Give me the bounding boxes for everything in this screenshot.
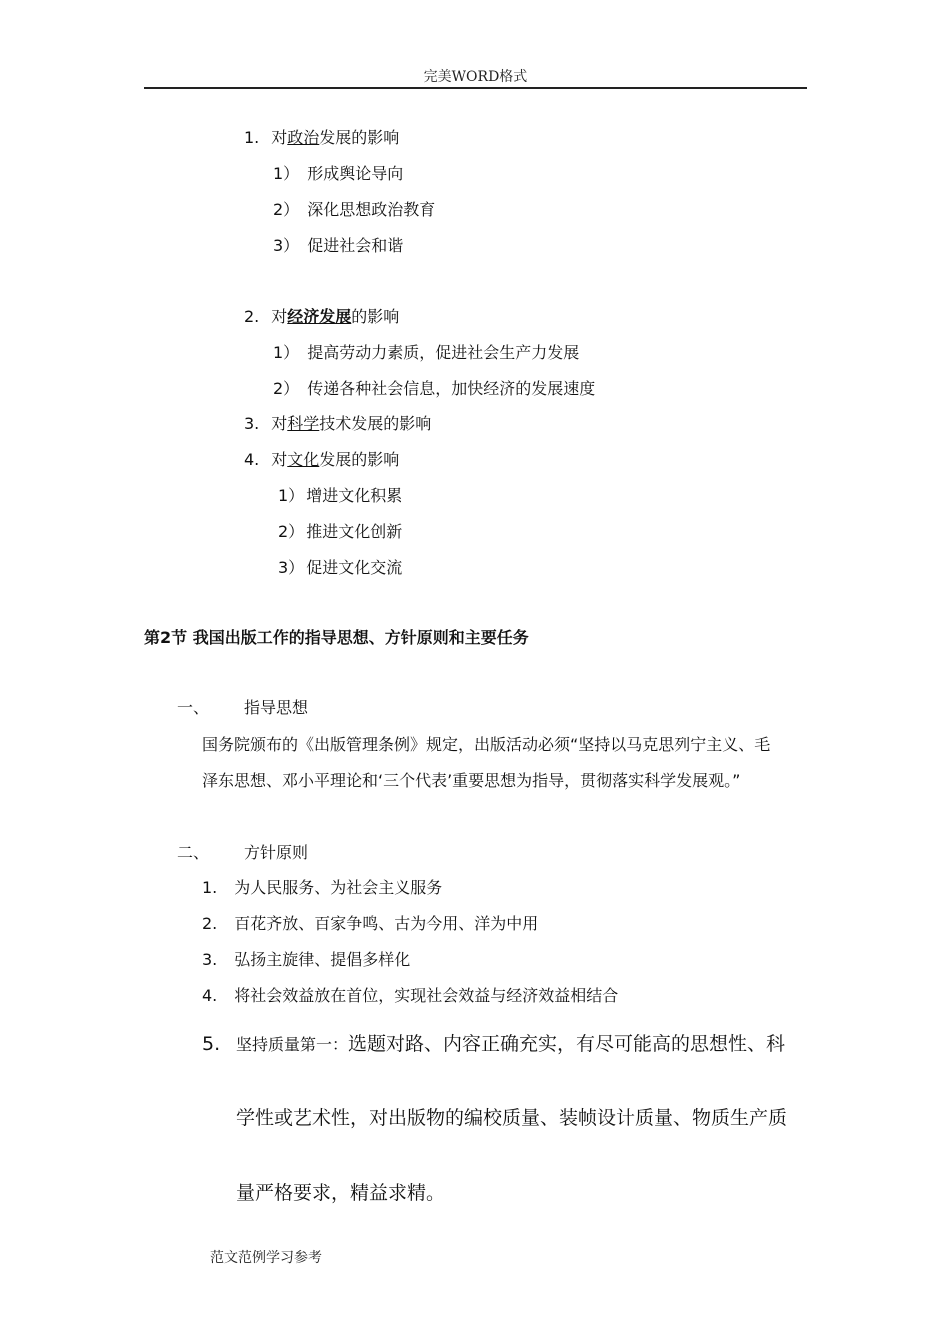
item-number: 2.: [244, 307, 260, 326]
paragraph-line: 国务院颁布的《出版管理条例》规定，出版活动必须“坚持以马克思列宁主义、毛: [202, 735, 771, 754]
sub-item-number: 2）: [273, 379, 300, 398]
item-line: 量严格要求，精益求精。: [236, 1182, 446, 1204]
item-number: 3.: [202, 950, 218, 969]
sub-item: [273, 379, 595, 399]
principle-item-5: [236, 1032, 808, 1056]
sub-item: [273, 200, 435, 220]
sub-item-number: 2）: [273, 200, 300, 219]
part-title: 指导思想: [244, 698, 309, 717]
item-prefix: 对: [271, 450, 288, 469]
page-header-title: 完美WORD格式: [423, 69, 528, 85]
principle-item: [202, 914, 538, 934]
item-prefix: 对: [271, 307, 288, 326]
part-title: 方针原则: [244, 843, 309, 862]
principle-item: [202, 950, 410, 970]
list-item-science: [244, 414, 431, 434]
section-heading: 第2节 我国出版工作的指导思想、方针原则和主要任务: [144, 628, 529, 647]
sub-item-number: 3）: [278, 558, 305, 577]
sub-item-number: 1）: [273, 164, 300, 183]
sub-item: [278, 558, 402, 578]
sub-item-number: 3）: [273, 236, 300, 255]
item-text: 百花齐放、百家争鸣、古为今用、洋为中用: [234, 914, 539, 933]
principle-item: [202, 878, 442, 898]
sub-item: [273, 236, 403, 256]
item-number: 4.: [202, 986, 218, 1005]
item-line: 选题对路、内容正确充实，有尽可能高的思想性、科: [348, 1033, 786, 1055]
item-keyword-link[interactable]: 文化: [287, 450, 320, 469]
item-number: 1.: [202, 878, 218, 897]
item-text: 弘扬主旋律、提倡多样化: [234, 950, 411, 969]
item-suffix: 发展的影响: [319, 450, 400, 469]
sub-item-text: 推进文化创新: [306, 522, 403, 541]
item-number: 2.: [202, 914, 218, 933]
item-prefix: 对: [271, 414, 288, 433]
sub-item: [273, 343, 579, 363]
principle-item: [202, 986, 618, 1006]
sub-item-text: 深化思想政治教育: [307, 200, 436, 219]
sub-item: [278, 486, 402, 506]
item-keyword-link[interactable]: 科学: [287, 414, 320, 433]
sub-item-text: 形成舆论导向: [307, 164, 404, 183]
part-number: 一、: [177, 698, 210, 717]
item-suffix: 技术发展的影响: [319, 414, 432, 433]
sub-item-number: 2）: [278, 522, 305, 541]
sub-item: [278, 522, 402, 542]
item-number: 3.: [244, 414, 260, 433]
page-footer-text: 范文范例学习参考: [210, 1250, 322, 1266]
part-number: 二、: [177, 843, 210, 862]
item-lead: 坚持质量第一：: [236, 1035, 349, 1054]
principle-item-number: 5.: [202, 1033, 221, 1055]
sub-item-text: 促进社会和谐: [307, 236, 404, 255]
item-number: 4.: [244, 450, 260, 469]
sub-item-number: 1）: [278, 486, 305, 505]
item-text: 为人民服务、为社会主义服务: [234, 878, 443, 897]
item-keyword-link[interactable]: 政治: [287, 128, 320, 147]
list-item-culture: [244, 450, 399, 470]
sub-item-text: 促进文化交流: [306, 558, 403, 577]
item-prefix: 对: [271, 128, 288, 147]
header-divider: [144, 87, 807, 89]
item-line: 学性或艺术性，对出版物的编校质量、装帧设计质量、物质生产质: [236, 1107, 788, 1129]
sub-item-number: 1）: [273, 343, 300, 362]
sub-item-text: 提高劳动力素质，促进社会生产力发展: [307, 343, 580, 362]
sub-item: [273, 164, 403, 184]
item-suffix: 的影响: [351, 307, 400, 326]
item-text: 将社会效益放在首位，实现社会效益与经济效益相结合: [234, 986, 619, 1005]
item-suffix: 发展的影响: [319, 128, 400, 147]
paragraph-line: 泽东思想、邓小平理论和‘三个代表’重要思想为指导，贯彻落实科学发展观。”: [202, 771, 741, 790]
sub-item-text: 增进文化积累: [306, 486, 403, 505]
list-item-economy: [244, 307, 399, 327]
sub-item-text: 传递各种社会信息，加快经济的发展速度: [307, 379, 596, 398]
item-keyword-link[interactable]: 经济发展: [287, 307, 352, 326]
list-item-politics: [244, 128, 399, 148]
item-number: 1.: [244, 128, 260, 147]
